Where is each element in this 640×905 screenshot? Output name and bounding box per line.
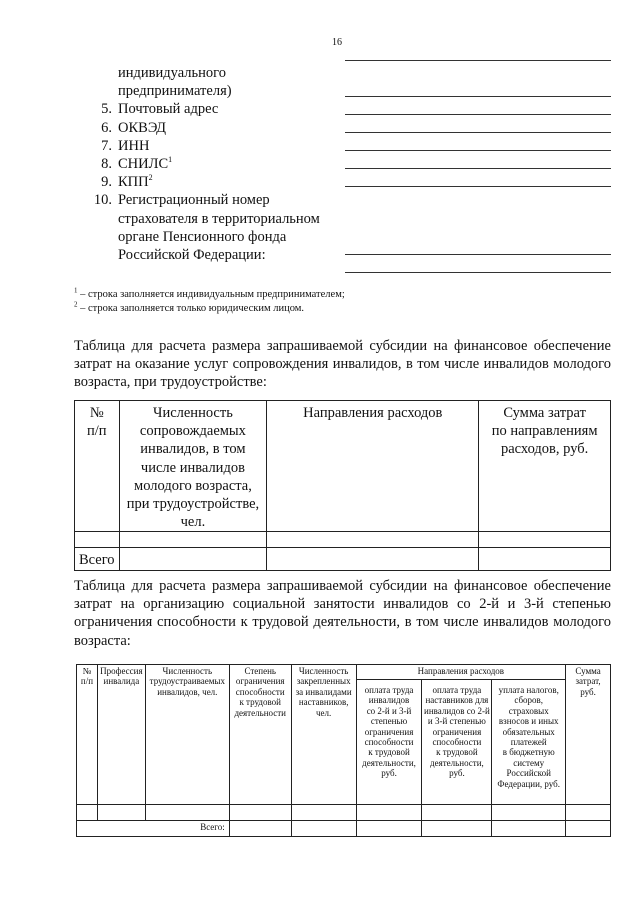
table-cell[interactable] — [119, 548, 267, 570]
field-number: 8. — [101, 156, 112, 173]
header-text: наставников для — [425, 695, 489, 706]
header-text: взносов и иных — [498, 716, 559, 727]
table-cell[interactable] — [566, 805, 611, 821]
header-text: Федерации, руб. — [497, 778, 561, 789]
header-text: затрат, — [575, 676, 601, 687]
footnote-ref: 2 — [148, 173, 153, 183]
field-kpp — [74, 173, 344, 191]
table-cell[interactable] — [422, 805, 492, 821]
header-cell — [356, 680, 422, 805]
table-cell[interactable] — [356, 821, 422, 837]
header-cell — [97, 665, 145, 805]
fill-in-line[interactable] — [345, 96, 611, 97]
field-postal-address — [74, 100, 344, 118]
table-cell[interactable] — [356, 805, 422, 821]
table-total-row — [77, 821, 611, 837]
header-text: Направления расходов — [303, 405, 443, 421]
table1-caption: Таблица для расчета размера запрашиваемой субсидии на финансовое обеспечение затрат на оказание услуг сопровождения инвалидов, в том числе инвалидов молодого возраста, при трудоустройстве: — [74, 338, 611, 391]
escort-subsidy-table — [74, 400, 611, 571]
footnote-ref: 1 — [168, 155, 173, 165]
header-text: инвалидов — [368, 695, 410, 706]
header-text: в бюджетную — [502, 747, 555, 758]
header-text: Направления расходов — [417, 666, 505, 676]
table-cell[interactable] — [267, 548, 479, 570]
header-text: ограничения — [432, 726, 482, 737]
header-text: деятельности — [234, 707, 286, 718]
header-text: сборов, — [514, 695, 544, 706]
header-text: обязательных — [502, 726, 555, 737]
table-cell[interactable] — [229, 805, 291, 821]
header-text: сопровождаемых — [139, 423, 246, 440]
header-text: Численность — [162, 666, 213, 676]
field-label-line: органе Пенсионного фонда — [118, 228, 287, 245]
fill-in-line[interactable] — [345, 168, 611, 169]
header-text: к трудовой — [239, 697, 282, 708]
fill-in-line[interactable] — [345, 272, 611, 273]
header-text: и 3-й степенью — [427, 716, 486, 727]
header-text: Численность — [153, 405, 233, 421]
header-text: молодого возраста, — [134, 477, 252, 494]
header-cell — [479, 401, 611, 532]
footnote-mark: 1 — [74, 286, 78, 295]
field-number: 9. — [101, 174, 112, 191]
header-text: при трудоустройстве, — [126, 496, 260, 513]
header-cell — [119, 401, 267, 532]
page-number: 16 — [332, 37, 342, 48]
header-text: № — [89, 405, 104, 421]
footnotes — [74, 288, 345, 317]
header-text: со 2-й и 3-й — [366, 705, 412, 716]
header-cell — [75, 401, 120, 532]
header-text: Степень — [244, 666, 276, 676]
table-cell[interactable] — [479, 532, 611, 548]
table-cell[interactable] — [492, 805, 566, 821]
field-label-line: страхователя в территориальном — [118, 210, 320, 227]
table-total-row — [75, 548, 611, 570]
header-text: страховых — [508, 705, 549, 716]
header-text: деятельности, — [430, 757, 484, 768]
header-text: п/п — [87, 423, 107, 440]
footnote — [74, 302, 345, 316]
header-text: инвалида — [103, 676, 140, 687]
fill-in-line[interactable] — [345, 254, 611, 255]
header-text: руб. — [580, 686, 596, 697]
table-cell[interactable] — [492, 821, 566, 837]
field-okved — [74, 119, 344, 137]
fill-in-line[interactable] — [345, 114, 611, 115]
header-text: чел. — [180, 514, 206, 531]
header-cell — [422, 680, 492, 805]
header-text: расходов, руб. — [500, 441, 589, 458]
footnote-mark: 2 — [74, 300, 78, 309]
table-cell[interactable] — [145, 805, 229, 821]
header-text: Численность — [298, 666, 349, 676]
header-cell — [229, 665, 291, 805]
fill-in-line[interactable] — [345, 186, 611, 187]
total-label: Всего: — [77, 821, 230, 837]
header-text: способности — [432, 737, 482, 748]
header-text: п/п — [80, 676, 94, 687]
header-text: руб. — [381, 768, 397, 779]
field-label: СНИЛС — [118, 156, 169, 173]
field-snils — [74, 155, 344, 173]
field-continuation-line-1: индивидуального — [118, 65, 226, 81]
header-text: Сумма затрат — [503, 405, 586, 421]
header-cell — [291, 665, 356, 805]
social-employment-subsidy-table — [76, 664, 611, 837]
footnote-text: – строка заполняется индивидуальным предпринимателем; — [77, 289, 345, 300]
table-cell[interactable] — [229, 821, 291, 837]
header-text: Профессия — [100, 666, 143, 676]
table-row — [77, 805, 611, 821]
header-cell — [77, 665, 98, 805]
field-label: КПП — [118, 174, 149, 191]
header-text: к трудовой — [368, 747, 410, 758]
table-cell[interactable] — [291, 821, 356, 837]
header-text: ограничения — [235, 676, 285, 687]
table-header-row — [75, 401, 611, 532]
header-text: закрепленных — [296, 676, 351, 687]
header-cell — [492, 680, 566, 805]
header-text: оплата труда — [364, 685, 414, 695]
header-text: Российской — [506, 768, 551, 779]
header-text: степенью — [370, 716, 408, 727]
header-text: способности — [235, 686, 285, 697]
table-cell[interactable] — [97, 805, 145, 821]
header-text: руб. — [449, 768, 465, 779]
header-text: трудоустраиваемых — [149, 676, 225, 687]
header-text: инвалидов со 2-й — [424, 705, 490, 716]
header-text: Сумма — [575, 666, 601, 676]
field-label-line: Российской Федерации: — [118, 247, 266, 264]
header-text: чел. — [316, 707, 332, 718]
fill-in-line[interactable] — [345, 60, 611, 61]
field-continuation-line-2: предпринимателя) — [118, 83, 232, 100]
header-cell — [267, 401, 479, 532]
header-text: способности — [364, 737, 414, 748]
header-cell — [566, 665, 611, 805]
field-inn — [74, 137, 344, 155]
table2-caption: Таблица для расчета размера запрашиваемой субсидии на финансовое обеспечение затрат на организацию социальной занятости инвалидов со 2-й и 3-й степенью ограничения способности к трудовой деятельности, в том числе инвалидов молодого возраста: — [74, 578, 611, 649]
header-text: наставников, — [298, 697, 349, 708]
table-cell[interactable] — [119, 532, 267, 548]
table-cell[interactable] — [267, 532, 479, 548]
organization-fields — [74, 64, 344, 264]
table-cell[interactable] — [479, 548, 611, 570]
table-header-row — [77, 665, 611, 680]
field-number: 10. — [93, 192, 112, 209]
header-text: ограничения — [364, 726, 414, 737]
header-text: инвалидов, в том — [140, 441, 246, 458]
footnote-text: – строка заполняется только юридическим лицом. — [77, 303, 305, 315]
field-label-line: Регистрационный номер — [118, 192, 270, 209]
footnote — [74, 288, 345, 302]
field-number: 5. — [101, 101, 112, 118]
header-cell — [145, 665, 229, 805]
field-label: Почтовый адрес — [118, 101, 219, 118]
header-text: к трудовой — [436, 747, 478, 758]
table-cell[interactable] — [566, 821, 611, 837]
table-cell[interactable] — [422, 821, 492, 837]
table-row — [75, 532, 611, 548]
header-text: инвалидов, чел. — [157, 686, 218, 697]
field-label: ИНН — [118, 137, 150, 154]
header-text: уплата налогов, — [498, 685, 559, 695]
table-cell[interactable] — [77, 805, 98, 821]
header-cell — [356, 665, 566, 680]
fill-in-line[interactable] — [345, 132, 611, 133]
field-label: ОКВЭД — [118, 119, 167, 136]
table-cell[interactable] — [291, 805, 356, 821]
header-text: оплата труда — [432, 685, 482, 695]
field-pension-fund-registration — [74, 191, 344, 264]
table-cell[interactable] — [75, 532, 120, 548]
header-text: числе инвалидов — [140, 459, 245, 476]
field-number: 7. — [101, 137, 112, 154]
header-text: за инвалидами — [295, 686, 352, 697]
header-text: платежей — [510, 737, 547, 748]
header-text: деятельности, — [362, 757, 416, 768]
field-number: 6. — [101, 119, 112, 136]
header-text: систему — [513, 757, 545, 768]
header-text: по направлениям — [491, 423, 598, 440]
fill-in-line[interactable] — [345, 150, 611, 151]
header-text: № — [82, 666, 92, 676]
total-label: Всего — [75, 548, 120, 570]
